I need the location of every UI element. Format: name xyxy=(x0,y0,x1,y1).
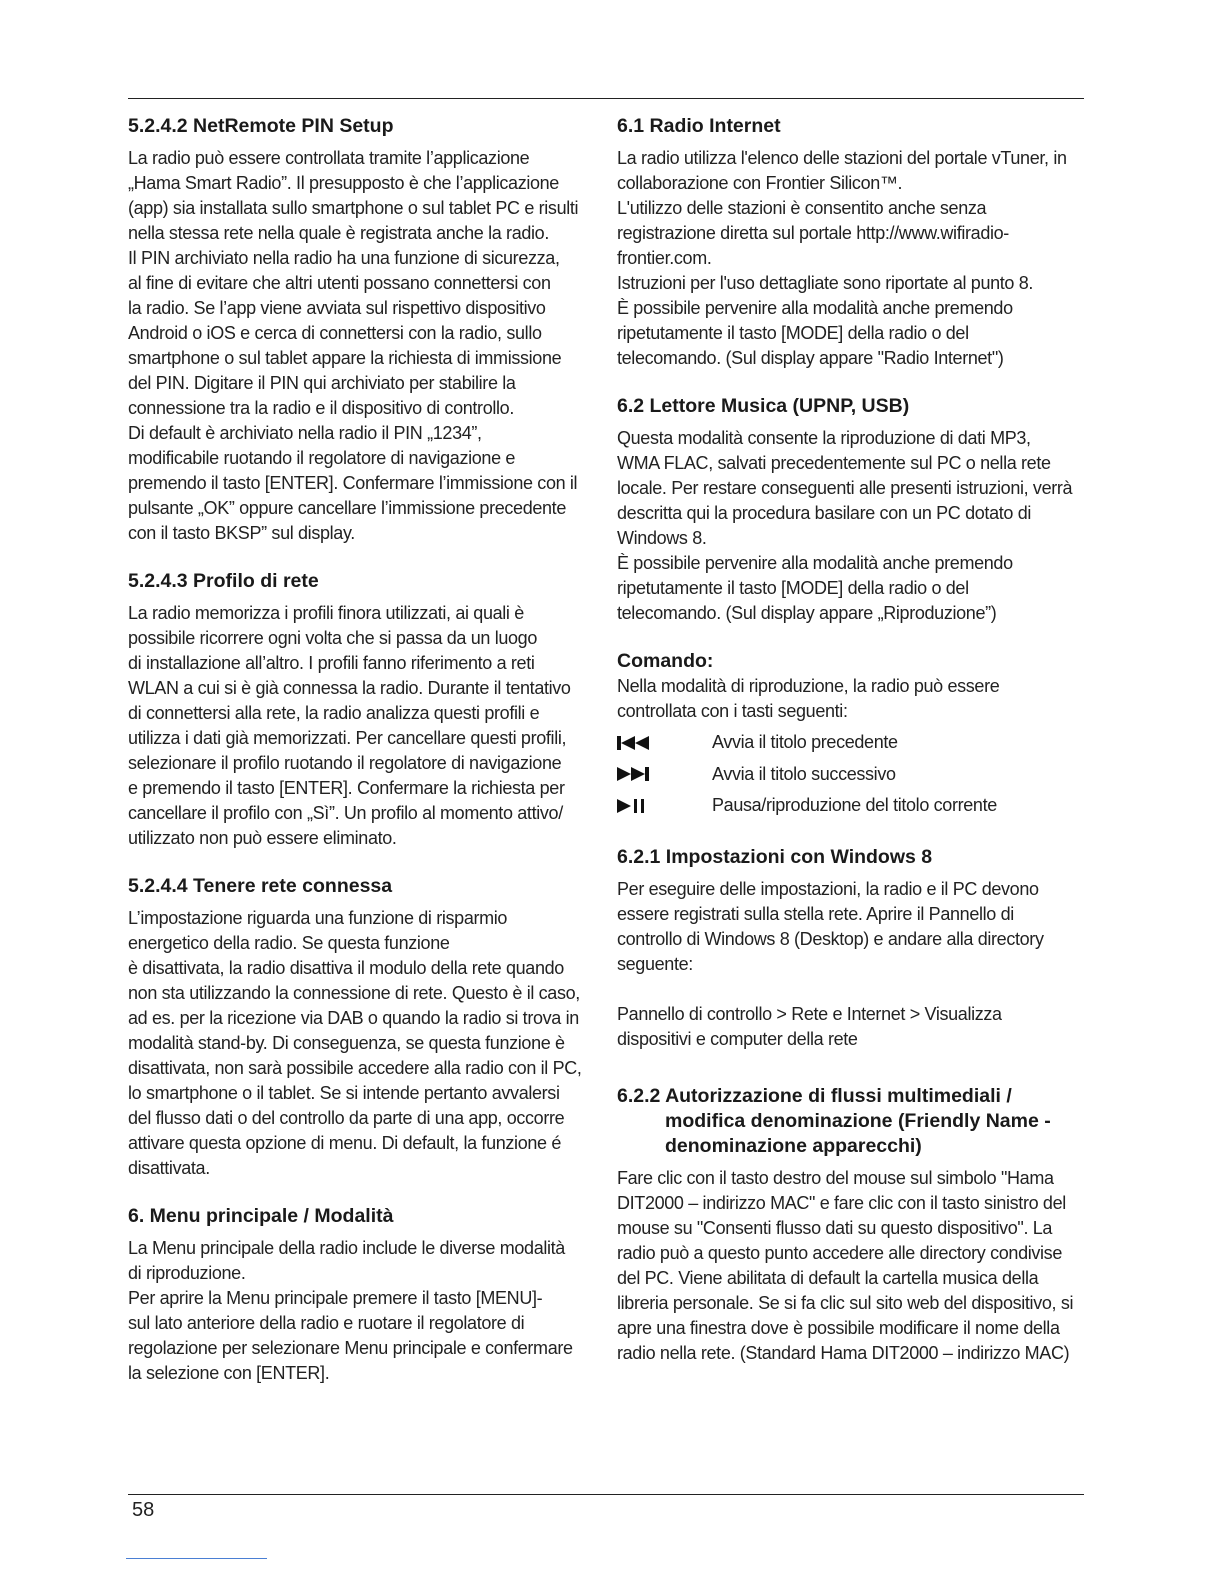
text-line: del flusso dati o del controllo da parte di una app, occorre xyxy=(128,1108,565,1128)
text-line: attivare questa opzione di menu. Di default, la funzione é xyxy=(128,1133,561,1153)
text-line: di installazione all’altro. I profili fanno riferimento a reti xyxy=(128,653,535,673)
text-line: di riproduzione. xyxy=(128,1263,246,1283)
top-rule xyxy=(128,98,1084,99)
control-description: Avvia il titolo precedente xyxy=(712,732,898,753)
section-heading: 6.2.1 Impostazioni con Windows 8 xyxy=(617,845,933,868)
text-line: mouse su "Consenti flusso dati su questo dispositivo". La xyxy=(617,1217,1053,1238)
text-line: energetico della radio. Se questa funzione xyxy=(128,933,450,953)
text-line: La radio memorizza i profili finora utilizzati, ai quali è xyxy=(128,603,524,623)
text-line: Per eseguire delle impostazioni, la radio e il PC devono xyxy=(617,878,1039,899)
section-body xyxy=(617,426,1087,626)
play-pause-icon xyxy=(617,797,712,815)
text-line: Istruzioni per l'uso dettagliate sono riportate al punto 8. xyxy=(617,273,1034,293)
text-line: dispositivi e computer della rete xyxy=(617,1028,858,1049)
text-line: di connettersi alla rete, la radio analizza questi profili e xyxy=(128,703,540,723)
text-line: „Hama Smart Radio”. Il presupposto è che l’applicazione xyxy=(128,173,559,193)
text-line: controllo di Windows 8 (Desktop) e andare alla directory xyxy=(617,928,1044,949)
text-line: Il PIN archiviato nella radio ha una funzione di sicurezza, xyxy=(128,248,560,268)
text-line: (app) sia installata sullo smartphone o sul tablet PC e risulti xyxy=(128,198,579,218)
text-line: collaborazione con Frontier Silicon™. xyxy=(617,173,903,193)
section-body xyxy=(128,601,598,851)
right-column xyxy=(617,114,1087,1366)
text-line: Di default è archiviato nella radio il PIN „1234”, xyxy=(128,423,482,443)
section-body xyxy=(128,1236,598,1386)
text-line: Nella modalità di riproduzione, la radio può essere xyxy=(617,676,1000,696)
text-line: modalità stand-by. Di conseguenza, se questa funzione è xyxy=(128,1033,565,1053)
section-comando xyxy=(617,649,1087,822)
text-line: radio può a questo punto accedere alle directory condivise xyxy=(617,1242,1062,1263)
section-heading: 6.2.2 Autorizzazione di flussi multimediali / modifica denominazione (Friendly Name - denominazione apparecchi) xyxy=(617,1084,1051,1157)
section-body xyxy=(617,674,1087,724)
control-row-previous xyxy=(617,727,1087,759)
text-line: la radio. Se l’app viene avviata sul rispettivo dispositivo xyxy=(128,298,546,318)
text-line: modificabile ruotando il regolatore di navigazione e xyxy=(128,448,516,468)
bottom-rule xyxy=(128,1494,1084,1495)
previous-track-icon xyxy=(617,735,712,751)
page-number: 58 xyxy=(132,1499,155,1521)
control-description: Avvia il titolo successivo xyxy=(712,763,896,784)
section-heading: 5.2.4.3 Profilo di rete xyxy=(128,570,319,592)
section-5-2-4-3 xyxy=(128,569,598,851)
text-line: connessione tra la radio e il dispositivo di controllo. xyxy=(128,398,514,418)
section-heading: 6.2 Lettore Musica (UPNP, USB) xyxy=(617,395,910,417)
text-line: La radio può essere controllata tramite l’applicazione xyxy=(128,148,530,168)
control-row-next xyxy=(617,759,1087,791)
text-line: sul lato anteriore della radio e ruotare il regolatore di xyxy=(128,1313,525,1333)
section-5-2-4-4 xyxy=(128,874,598,1181)
section-6-2 xyxy=(617,394,1087,626)
text-line: libreria personale. Se si fa clic sul sito web del dispositivo, si xyxy=(617,1292,1074,1313)
text-line: utilizza i dati già memorizzati. Per cancellare questi profili, xyxy=(128,728,567,748)
text-line: utilizzato non può essere eliminato. xyxy=(128,828,397,848)
text-line: DIT2000 – indirizzo MAC" e fare clic con il tasto sinistro del xyxy=(617,1192,1066,1213)
text-line: descritta qui la procedura basilare con un PC dotato di xyxy=(617,503,1032,523)
text-line: WLAN a cui si è già connessa la radio. Durante il tentativo xyxy=(128,678,571,698)
text-line: del PIN. Digitare il PIN qui archiviato per stabilire la xyxy=(128,373,516,393)
section-heading: 5.2.4.2 NetRemote PIN Setup xyxy=(128,115,394,137)
text-line: Fare clic con il tasto destro del mouse sul simbolo "Hama xyxy=(617,1167,1054,1188)
left-column xyxy=(128,114,598,1386)
text-line: L’impostazione riguarda una funzione di risparmio xyxy=(128,908,508,928)
section-heading: Comando: xyxy=(617,650,714,672)
text-line: La radio utilizza l'elenco delle stazioni del portale vTuner, in xyxy=(617,148,1067,168)
text-line: È possibile pervenire alla modalità anche premendo xyxy=(617,298,1013,318)
text-line: selezionare il profilo ruotando il regolatore di navigazione xyxy=(128,753,562,773)
text-line: frontier.com. xyxy=(617,248,712,268)
text-line: Pannello di controllo > Rete e Internet > Visualizza xyxy=(617,1003,1002,1024)
text-line: regolazione per selezionare Menu principale e confermare xyxy=(128,1338,573,1358)
text-line: ad es. per la ricezione via DAB o quando la radio si trova in xyxy=(128,1008,579,1028)
text-line: premendo il tasto [ENTER]. Confermare l’immissione con il xyxy=(128,473,578,493)
section-heading: 6. Menu principale / Modalità xyxy=(128,1205,394,1227)
text-line: non sta utilizzando la connessione di rete. Questo è il caso, xyxy=(128,983,580,1003)
text-line: la selezione con [ENTER]. xyxy=(128,1363,330,1383)
text-line: radio nella rete. (Standard Hama DIT2000 – indirizzo MAC) xyxy=(617,1342,1070,1363)
text-line: L'utilizzo delle stazioni è consentito anche senza xyxy=(617,198,987,218)
text-line: e premendo il tasto [ENTER]. Confermare la richiesta per xyxy=(128,778,565,798)
text-line: è disattivata, la radio disattiva il modulo della rete quando xyxy=(128,958,564,978)
next-track-icon xyxy=(617,766,712,782)
text-line: essere registrati sulla stella rete. Aprire il Pannello di xyxy=(617,903,1014,924)
text-line: La Menu principale della radio include le diverse modalità xyxy=(128,1238,565,1258)
text-line: controllata con i tasti seguenti: xyxy=(617,701,848,721)
section-6-2-1 xyxy=(617,845,1087,1052)
text-line: con il tasto BKSP” sul display. xyxy=(128,523,355,543)
text-line: apre una finestra dove è possibile modificare il nome della xyxy=(617,1317,1060,1338)
text-line: Per aprire la Menu principale premere il tasto [MENU]- xyxy=(128,1288,543,1308)
text-line: smartphone o sul tablet appare la richiesta di immissione xyxy=(128,348,562,368)
text-line: disattivata. xyxy=(128,1158,210,1178)
text-line: del PC. Viene abilitata di default la cartella musica della xyxy=(617,1267,1039,1288)
section-6-1 xyxy=(617,114,1087,371)
section-6 xyxy=(128,1204,598,1386)
text-line: telecomando. (Sul display appare „Riproduzione”) xyxy=(617,603,997,623)
text-line: lo smartphone o il tablet. Se si intende pertanto avvalersi xyxy=(128,1083,560,1103)
text-line: ripetutamente il tasto [MODE] della radio o del xyxy=(617,323,969,343)
text-line: disattivata, non sarà possibile accedere alla radio con il PC, xyxy=(128,1058,582,1078)
control-panel-path xyxy=(617,1002,1087,1052)
section-body xyxy=(617,146,1087,371)
section-body xyxy=(128,906,598,1181)
section-body xyxy=(128,146,598,546)
section-body xyxy=(617,1166,1087,1366)
control-list xyxy=(617,727,1087,822)
underline-mark xyxy=(126,1558,267,1559)
section-heading: 6.1 Radio Internet xyxy=(617,115,781,137)
control-description: Pausa/riproduzione del titolo corrente xyxy=(712,795,997,816)
text-line: WMA FLAC, salvati precedentemente sul PC o nella rete xyxy=(617,453,1051,473)
text-line: Questa modalità consente la riproduzione di dati MP3, xyxy=(617,428,1031,448)
text-line: locale. Per restare conseguenti alle presenti istruzioni, verrà xyxy=(617,478,1073,498)
section-5-2-4-2 xyxy=(128,114,598,546)
text-line: nella stessa rete nella quale è registrata anche la radio. xyxy=(128,223,549,243)
section-6-2-2 xyxy=(617,1084,1087,1366)
text-line: telecomando. (Sul display appare "Radio Internet") xyxy=(617,348,1004,368)
text-line: cancellare il profilo con „Sì”. Un profilo al momento attivo/ xyxy=(128,803,563,823)
text-line: È possibile pervenire alla modalità anche premendo xyxy=(617,553,1013,573)
section-body xyxy=(617,877,1087,977)
text-line: Android o iOS e cerca di connettersi con la radio, sullo xyxy=(128,323,542,343)
text-line: registrazione diretta sul portale http://www.wifiradio- xyxy=(617,223,1009,243)
text-line: Windows 8. xyxy=(617,528,707,548)
text-line: pulsante „OK” oppure cancellare l’immissione precedente xyxy=(128,498,566,518)
section-heading: 5.2.4.4 Tenere rete connessa xyxy=(128,875,393,897)
text-line: al fine di evitare che altri utenti possano connettersi con xyxy=(128,273,551,293)
control-row-play-pause xyxy=(617,790,1087,822)
text-line: seguente: xyxy=(617,953,693,974)
text-line: possibile ricorrere ogni volta che si passa da un luogo xyxy=(128,628,537,648)
text-line: ripetutamente il tasto [MODE] della radio o del xyxy=(617,578,969,598)
